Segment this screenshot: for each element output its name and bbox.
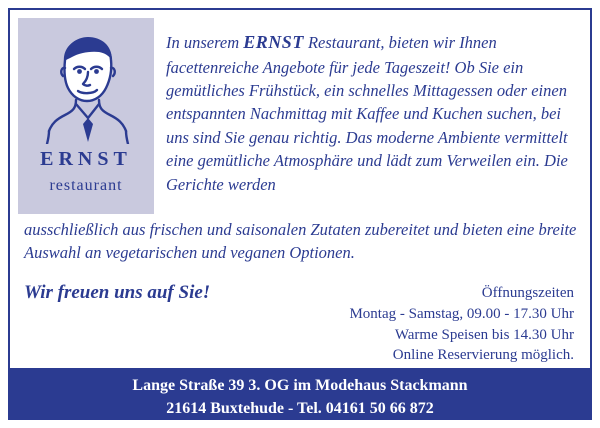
opening-hours-title: Öffnungszeiten [481, 285, 574, 301]
opening-hours [284, 283, 574, 365]
tagline: Wir freuen uns auf Sie! [24, 282, 211, 303]
phone-line: 21614 Buxtehude - Tel. 04161 50 66 872 [166, 400, 434, 418]
address-footer [10, 368, 590, 418]
opening-hours-line: Warme Speisen bis 14.30 Uhr [394, 326, 574, 343]
man-portrait-icon [27, 26, 145, 144]
address-line: Lange Straße 39 3. OG im Modehaus Stackmann [132, 377, 468, 394]
brand-name-inline: ERNST [243, 32, 304, 52]
intro-text-after-brand: Restaurant, bieten wir Ihnen facettenreiche Angebote für jede Tageszeit! Ob Sie ein gemütliches Frühstück, ein schnelles Mittagessen oder einen entspannten Nachmittag mit Kaffee und Kuchen suchen, bei uns sind Sie genau richtig. Das moderne Ambiente vermittelt eine gemütliche Atmosphäre und lädt zum Verweilen ein. Die Gerichte werden [166, 33, 568, 194]
opening-hours-line: Online Reservierung möglich. [392, 346, 574, 363]
opening-hours-line: Montag - Samstag, 09.00 - 17.30 Uhr [349, 306, 574, 323]
intro-paragraph [166, 30, 578, 196]
brand-subtitle: restaurant [49, 177, 123, 194]
brand-logo-panel [18, 18, 154, 214]
intro-text-before-brand: In unserem [166, 33, 244, 52]
continuation-paragraph: ausschließlich aus frischen und saisonalen Zutaten zubereitet und bieten eine breite Auswahl an vegetarischen und veganen Optionen. [24, 220, 577, 263]
brand-name: ERNST [40, 148, 132, 170]
